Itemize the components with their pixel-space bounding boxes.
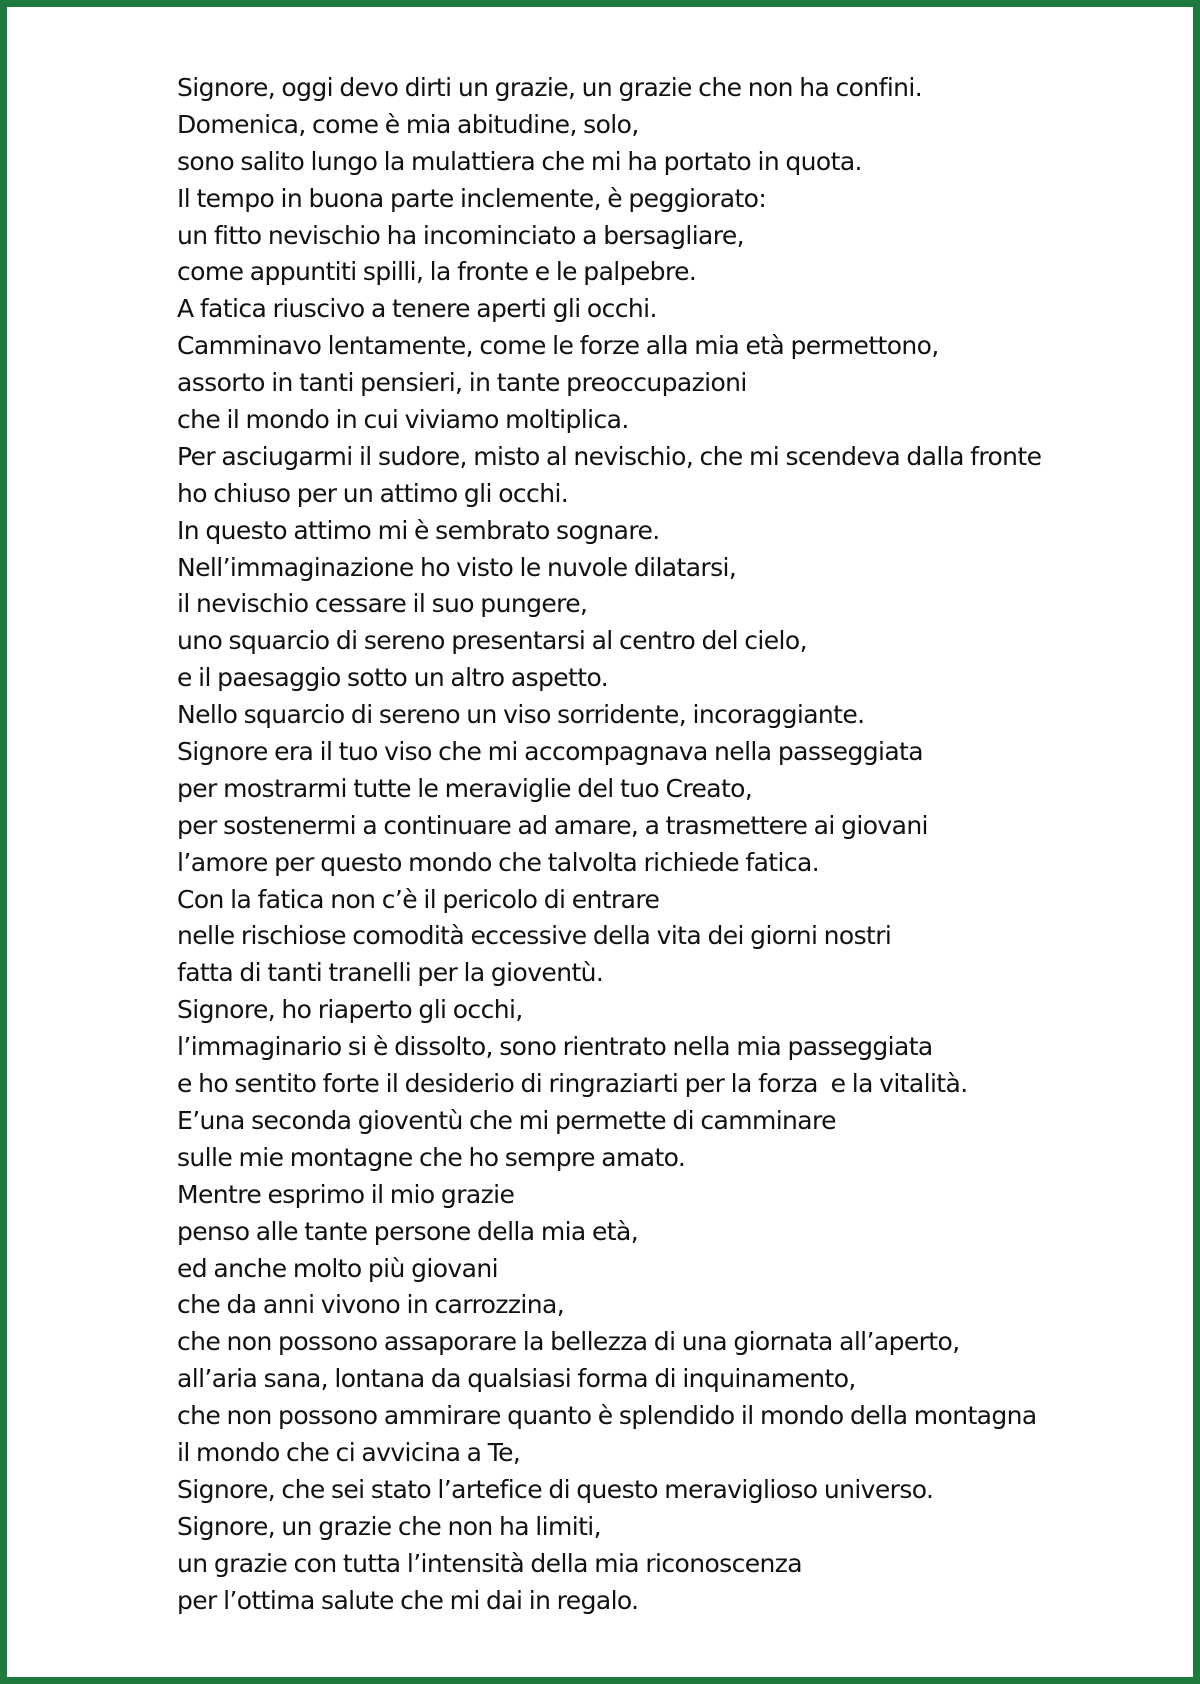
- poem-line: sulle mie montagne che ho sempre amato.: [177, 1142, 686, 1172]
- poem-line: E’una seconda gioventù che mi permette di camminare: [177, 1105, 836, 1135]
- poem-line: ho chiuso per un attimo gli occhi.: [177, 478, 569, 508]
- poem-line: per mostrarmi tutte le meraviglie del tuo Creato,: [177, 773, 753, 803]
- poem-line: un grazie con tutta l’intensità della mia riconoscenza: [177, 1548, 803, 1578]
- poem-line: uno squarcio di sereno presentarsi al centro del cielo,: [177, 626, 807, 656]
- poem-line: Per asciugarmi il sudore, misto al nevischio, che mi scendeva dalla fronte: [177, 441, 1042, 471]
- poem-line: In questo attimo mi è sembrato sognare.: [177, 515, 660, 545]
- poem-line: il nevischio cessare il suo pungere,: [177, 589, 588, 619]
- poem-line: all’aria sana, lontana da qualsiasi forma di inquinamento,: [177, 1364, 856, 1394]
- poem-line: Signore, oggi devo dirti un grazie, un grazie che non ha confini.: [177, 73, 923, 102]
- poem-line: Nello squarcio di sereno un viso sorridente, incoraggiante.: [177, 700, 865, 730]
- poem-line: Signore, un grazie che non ha limiti,: [177, 1511, 601, 1541]
- poem-line: e ho sentito forte il desiderio di ringraziarti per la forza e la vitalità.: [177, 1069, 968, 1099]
- poem-line: nelle rischiose comodità eccessive della vita dei giorni nostri: [177, 921, 892, 951]
- poem-text: [177, 70, 1177, 1619]
- poem-line: che non possono ammirare quanto è splendido il mondo della montagna: [177, 1401, 1037, 1431]
- poem-line: Con la fatica non c’è il pericolo di entrare: [177, 884, 660, 914]
- poem-line: ed anche molto più giovani: [177, 1253, 498, 1283]
- poem-line: per sostenermi a continuare ad amare, a trasmettere ai giovani: [177, 810, 928, 840]
- poem-line: che il mondo in cui viviamo moltiplica.: [177, 405, 629, 435]
- poem-line: Domenica, come è mia abitudine, solo,: [177, 109, 639, 139]
- poem-line: un fitto nevischio ha incominciato a bersagliare,: [177, 220, 745, 250]
- poem-line: l’amore per questo mondo che talvolta richiede fatica.: [177, 847, 820, 877]
- poem-line: come appuntiti spilli, la fronte e le palpebre.: [177, 257, 697, 287]
- poem-line: A fatica riuscivo a tenere aperti gli occhi.: [177, 294, 657, 324]
- poem-line: penso alle tante persone della mia età,: [177, 1216, 639, 1246]
- poem-line: Mentre esprimo il mio grazie: [177, 1179, 515, 1209]
- poem-line: che da anni vivono in carrozzina,: [177, 1290, 565, 1320]
- poem-line: assorto in tanti pensieri, in tante preoccupazioni: [177, 368, 747, 398]
- poem-line: l’immaginario si è dissolto, sono rientrato nella mia passeggiata: [177, 1032, 933, 1062]
- poem-line: Signore, che sei stato l’artefice di questo meraviglioso universo.: [177, 1474, 934, 1504]
- poem-line: Nell’immaginazione ho visto le nuvole dilatarsi,: [177, 552, 737, 582]
- poem-line: fatta di tanti tranelli per la gioventù.: [177, 958, 604, 988]
- poem-line: che non possono assaporare la bellezza di una giornata all’aperto,: [177, 1327, 960, 1357]
- poem-line: Signore era il tuo viso che mi accompagnava nella passeggiata: [177, 737, 923, 767]
- poem-line: Camminavo lentamente, come le forze alla mia età permettono,: [177, 331, 939, 361]
- poem-line: Il tempo in buona parte inclemente, è peggiorato:: [177, 183, 767, 213]
- poem-line: Signore, ho riaperto gli occhi,: [177, 995, 523, 1025]
- poem-line: per l’ottima salute che mi dai in regalo.: [177, 1585, 639, 1615]
- poem-line: e il paesaggio sotto un altro aspetto.: [177, 663, 609, 693]
- poem-line: sono salito lungo la mulattiera che mi ha portato in quota.: [177, 146, 862, 176]
- poem-line: il mondo che ci avvicina a Te,: [177, 1437, 521, 1467]
